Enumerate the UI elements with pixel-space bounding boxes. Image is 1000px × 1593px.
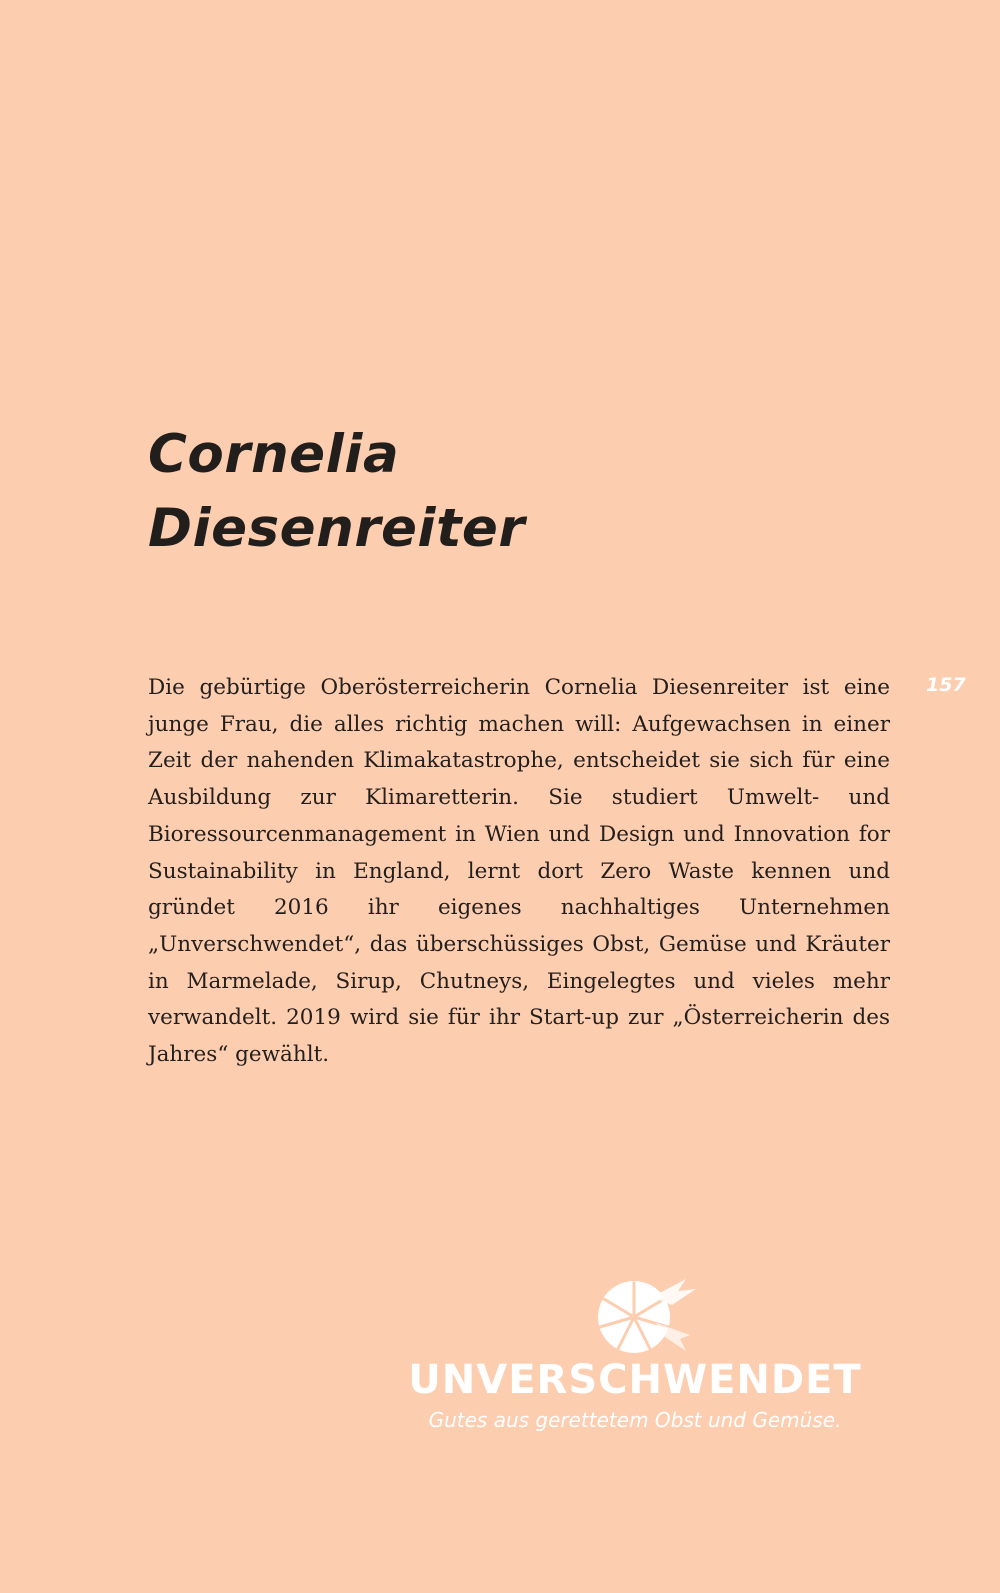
title-line-first: Cornelia — [148, 424, 400, 485]
page-number: 157 — [926, 674, 966, 696]
fruit-slice-icon — [582, 1275, 702, 1355]
logo-tagline: Gutes aus gerettetem Obst und Gemüse. — [428, 1408, 842, 1432]
page-title — [148, 418, 525, 566]
logo-wordmark: UNVERSCHWENDET — [408, 1357, 862, 1403]
unverschwendet-logo — [400, 1275, 870, 1445]
title-line-last: Diesenreiter — [148, 498, 525, 559]
biography-paragraph: Die gebürtige Oberösterreicherin Cornelia Diesenreiter ist eine junge Frau, die alles richtig machen will: Aufgewachsen in einer Zeit der nahenden Klimakatastrophe, entscheidet sie sich für eine Ausbildung zur Klimaretterin. Sie studiert Umwelt- und Bioressourcenmanagement in Wien und Design und Innovation for Sustainability in England, lernt dort Zero Waste kennen und gründet 2016 ihr eigenes nachhaltiges Unternehmen „Unverschwendet“, das überschüssiges Obst, Gemüse und Kräuter in Marmelade, Sirup, Chutneys, Eingelegtes und vieles mehr verwandelt. 2019 wird sie für ihr Start-up zur „Österreicherin des Jahres“ gewählt. — [148, 675, 890, 1068]
